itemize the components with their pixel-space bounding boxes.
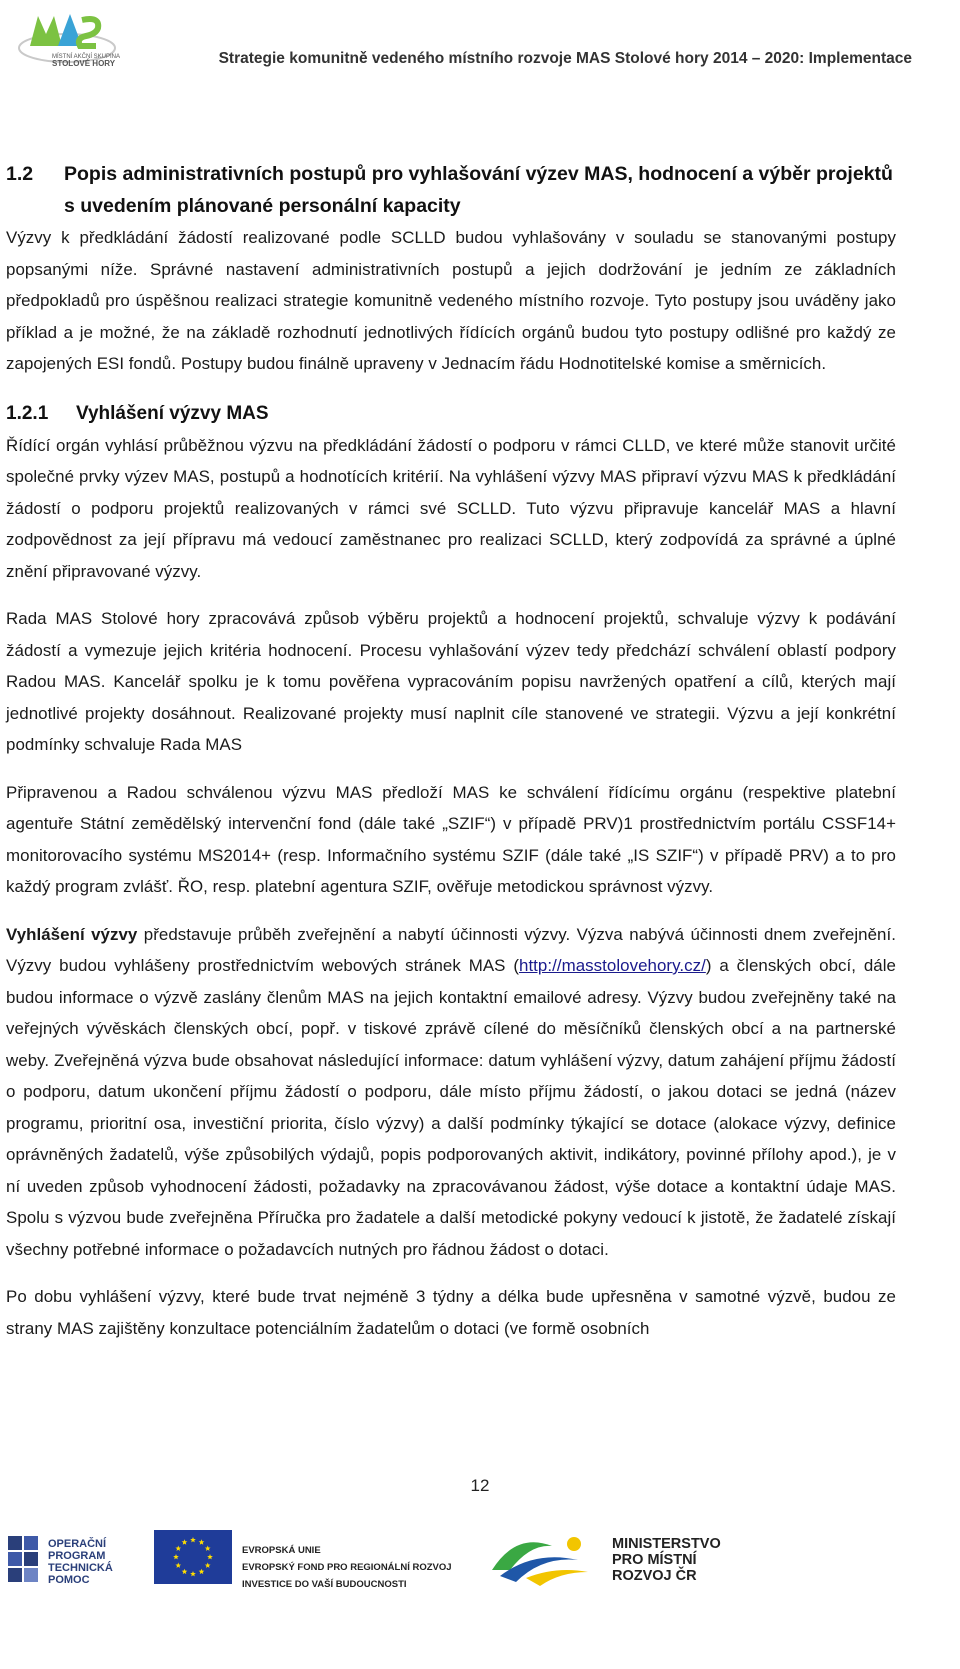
- page-header: [0, 0, 960, 92]
- paragraph-2: Rada MAS Stolové hory zpracovává způsob výběru projektů a hodnocení projektů, schvaluje výzvy k podávání žádostí a vymezuje jejich kritéria hodnocení. Procesu vyhlašování výzev tedy předchází schválení oblastí podpory Radou MAS. Kancelář spolku je k tomu pověřena vypracováním popisu navržených opatření a cílů, kterých mají jednotlivé projekty dosáhnout. Realizované projekty musí naplnit cíle stanovené ve strategii. Výzvu a její konkrétní podmínky schvaluje Rada MAS: [6, 609, 896, 754]
- mmr-line-1: MINISTERSTVO: [612, 1536, 721, 1552]
- mmr-line-3: ROZVOJ ČR: [612, 1568, 697, 1584]
- optp-mark-icon: [4, 1530, 44, 1602]
- paragraph-4-part-b: ) a členských obcí, dále budou informace o výzvě zaslány členům MAS na jejich kontaktní emailové adresy. Výzvy budou zveřejněny také na veřejných vývěskách členských obcí, popř. v tiskové zprávě cílené do měsíčníků členských obcí a na partnerské weby. Zveřejněná výzva bude obsahovat následující informace: datum vyhlášení výzvy, datum zahájení příjmu žádostí o podporu, datum ukončení příjmu žádostí o podporu, dále místo příjmu žádostí, o jakou dotaci se jedná (název programu, prioritní osa, investiční priorita, číslo výzvy) a další podmínky týkající se dotace (alokace výzvy, definice oprávněných žadatelů, výše způsobilých výdajů, popis podporovaných aktivit, indikátory, povinné přílohy apod.), je v ní uveden způsob vyhodnocení žádosti, požadavky na zpracovávanou žádost, výše dotace a kontaktní údaje MAS. Spolu s výzvou bude zveřejněna Příručka pro žadatele a další metodické pokyny vedoucí k jistotě, že žadatelé získají všechny potřebné informace o požadavcích nutných pro řádnou žádost o dotaci.: [6, 956, 896, 1259]
- logo-text-1: MÍSTNÍ AKČNÍ SKUPINA: [52, 54, 121, 60]
- logo-text-2: STOLOVÉ HORY: [52, 59, 116, 68]
- document-body: [6, 158, 896, 1344]
- mmr-logo-icon: [486, 1526, 596, 1590]
- paragraph-5: Po dobu vyhlášení výzvy, které bude trvat nejméně 3 týdny a délka bude upřesněna v samotné výzvě, budou ze strany MAS zajištěny konzultace potenciálním žadatelům o dotaci (ve formě osobních: [6, 1287, 896, 1338]
- section-title: Popis administrativních postupů pro vyhlašování výzev MAS, hodnocení a výběr projektů s uvedením plánované personální kapacity: [64, 163, 893, 217]
- mas-stolove-hory-logo: [12, 6, 122, 76]
- paragraph-1: Řídící orgán vyhlásí průběžnou výzvu na předkládání žádostí o podporu v rámci CLLD, ve které může stanovit určité společné prvky výzev MAS, postupů a hodnotících kritérií. Na vyhlášení výzvy MAS připraví výzvu MAS k předkládání žádostí o podporu projektů realizovaných v rámci své SCLLD. Tuto výzvu připravuje kancelář MAS a hlavní zodpovědnost za její přípravu má vedoucí zaměstnanec pro realizaci SCLLD, který zodpovídá za správné a úplné znění připravované výzvy.: [6, 435, 896, 581]
- section-number: 1.2: [6, 163, 34, 185]
- subsection-heading: [6, 398, 896, 430]
- document-header-title: Strategie komunitně vedeného místního rozvoje MAS Stolové hory 2014 – 2020: Implementace: [218, 50, 912, 67]
- paragraph-4: [6, 919, 896, 1266]
- optp-line-1: OPERAČNÍ: [48, 1538, 107, 1550]
- eu-flag-icon: [154, 1530, 232, 1584]
- paragraph-3: Připravenou a Radou schválenou výzvu MAS předloží MAS ke schválení řídícímu orgánu (respektive platební agentuře Státní zemědělský intervenční fond (dále také „SZIF“) v případě PRV)1 prostřednictvím portálu CSSF14+ monitorovacího systému MS2014+ (resp. Informačního systému SZIF (dále také „IS SZIF“) v případě PRV) a to pro každý program zvlášť. ŘO, resp. platební agentura SZIF, ověřuje metodickou správnost výzvy.: [6, 782, 896, 896]
- eu-line-2: EVROPSKÝ FOND PRO REGIONÁLNÍ ROZVOJ: [242, 1562, 452, 1573]
- mas-website-link[interactable]: http://masstolovehory.cz/: [519, 956, 706, 975]
- optp-line-4: POMOC: [48, 1574, 90, 1586]
- subsection-title: Vyhlášení výzvy MAS: [76, 402, 269, 424]
- mmr-text: [612, 1536, 721, 1584]
- mmr-line-2: PRO MÍSTNÍ: [612, 1552, 697, 1568]
- eu-text: [242, 1542, 452, 1593]
- optp-line-3: TECHNICKÁ: [48, 1562, 113, 1574]
- section-heading: [6, 158, 896, 222]
- eu-line-1: EVROPSKÁ UNIE: [242, 1545, 321, 1556]
- paragraph-4-lead: Vyhlášení výzvy: [6, 924, 138, 944]
- optp-line-2: PROGRAM: [48, 1550, 106, 1562]
- intro-paragraph: Výzvy k předkládání žádostí realizované podle SCLLD budou vyhlašovány v souladu se stanovanými postupy popsanými níže. Správné nastavení administrativních postupů a jejich dodržování je jedním ze základních předpokladů pro úspěšnou realizaci strategie komunitně vedeného místního rozvoje. Tyto postupy jsou uváděny jako příklad a je možné, že na základě rozhodnutí jednotlivých řídících orgánů budou tyto postupy odlišné pro každý ze zapojených ESI fondů. Postupy budou finálně upraveny v Jednacím řádu Hodnotitelské komise a směrnicích.: [6, 228, 896, 373]
- subsection-number: 1.2.1: [6, 402, 49, 424]
- optp-logo: [4, 1526, 154, 1606]
- page-number: 12: [470, 1476, 490, 1495]
- paragraph-4-part-a: představuje průběh zveřejnění a nabytí účinnosti výzvy. Výzva nabývá účinnosti dnem zveřejnění. Výzvy budou vyhlášeny prostřednictvím webových stránek MAS (: [6, 924, 896, 975]
- eu-line-3: INVESTICE DO VAŠÍ BUDOUCNOSTI: [242, 1579, 407, 1590]
- page-footer: [0, 1510, 960, 1669]
